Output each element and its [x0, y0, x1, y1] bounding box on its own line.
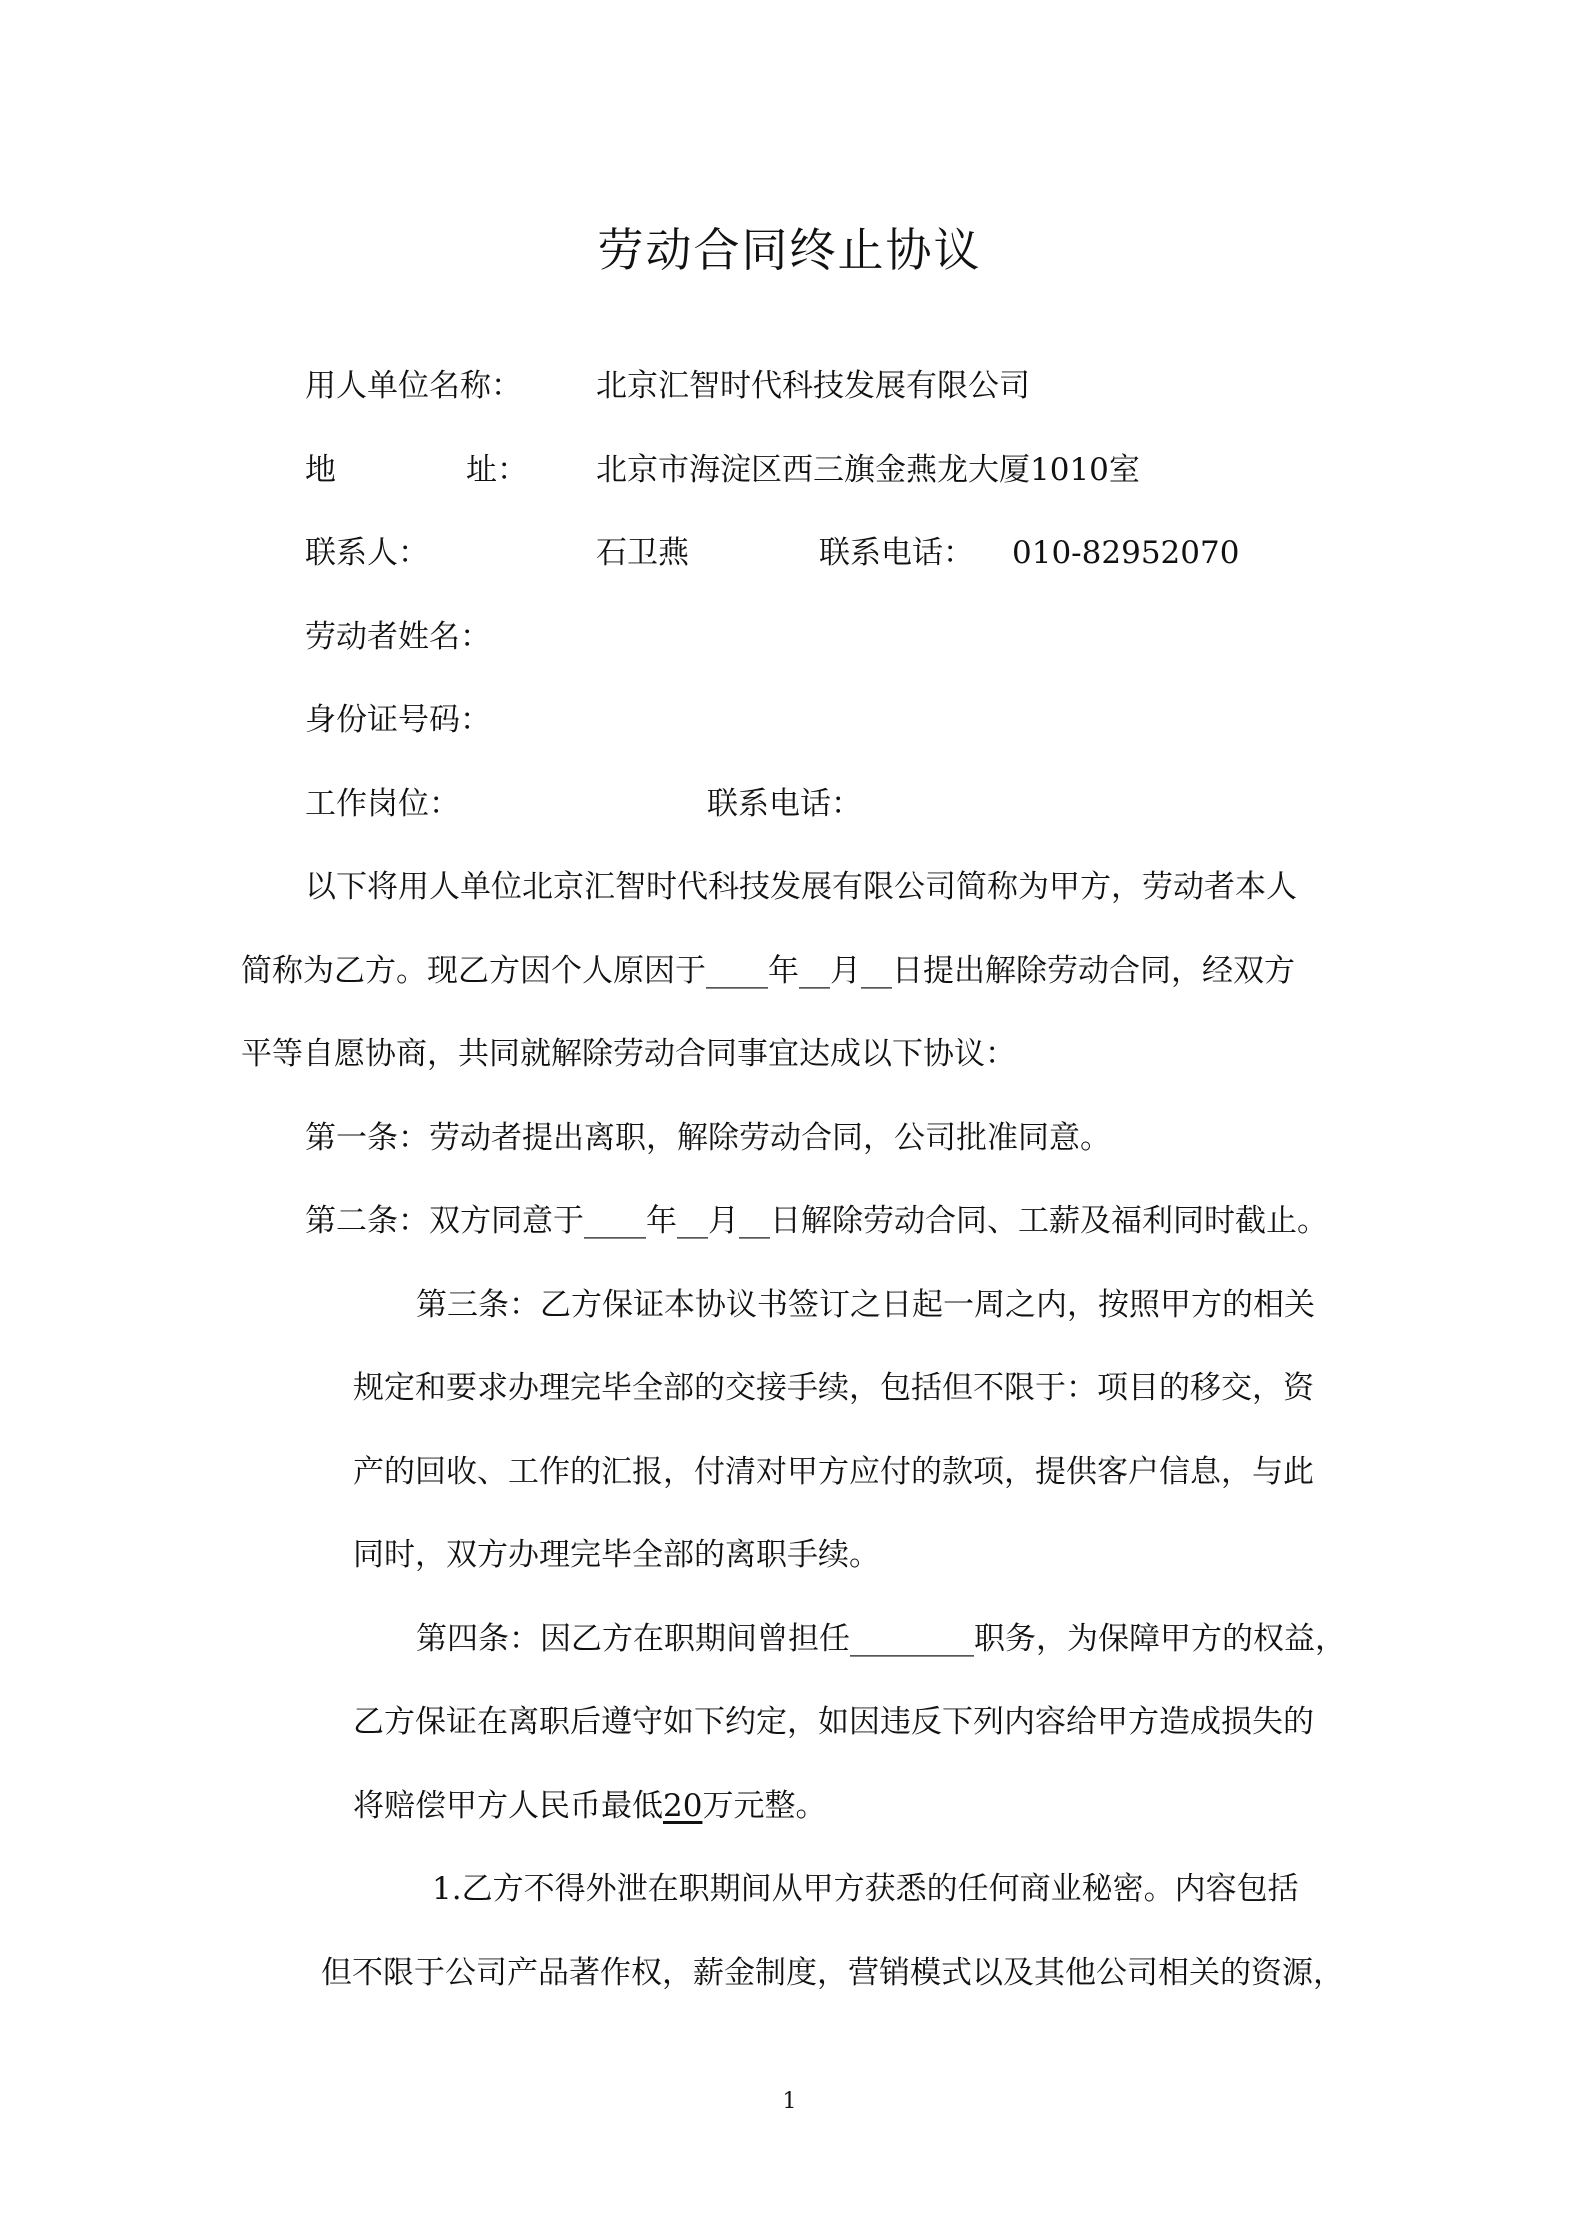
employer-label: 用人单位名称： [305, 368, 522, 404]
article-3-line-4: 同时，双方办理完毕全部的离职手续。 [353, 1537, 880, 1573]
preamble-line-2: 简称为乙方。现乙方因个人原因于____年__月__日提出解除劳动合同，经双方 [241, 953, 1295, 989]
worker-name-label: 劳动者姓名： [305, 619, 491, 655]
compensation-amount: 20 [663, 1788, 703, 1824]
article-4-line-3 [353, 1786, 826, 1826]
article-2: 第二条：双方同意于____年__月__日解除劳动合同、工薪及福利同时截止。 [305, 1203, 1328, 1239]
address-label-part1: 地 [305, 452, 336, 488]
article-3-line-1: 第三条：乙方保证本协议书签订之日起一周之内，按照甲方的相关 [416, 1287, 1315, 1323]
article-4-line-2: 乙方保证在离职后遵守如下约定，如因违反下列内容给甲方造成损失的 [353, 1704, 1314, 1740]
position-label: 工作岗位： [305, 786, 460, 822]
preamble-line-3: 平等自愿协商，共同就解除劳动合同事宜达成以下协议： [241, 1036, 1016, 1072]
clause-1-line-2: 但不限于公司产品著作权，薪金制度，营销模式以及其他公司相关的资源， [321, 1955, 1344, 1991]
document-title: 劳动合同终止协议 [597, 223, 982, 277]
contact-phone-label: 联系电话： [819, 535, 974, 571]
worker-phone-label: 联系电话： [707, 786, 862, 822]
article-1: 第一条：劳动者提出离职，解除劳动合同，公司批准同意。 [305, 1120, 1111, 1156]
address-value: 北京市海淀区西三旗金燕龙大厦1010室 [596, 452, 1140, 488]
contact-value: 石卫燕 [596, 535, 689, 571]
page-number: 1 [782, 2089, 797, 2114]
preamble-line-1: 以下将用人单位北京汇智时代科技发展有限公司简称为甲方，劳动者本人 [305, 869, 1297, 905]
compensation-text-after: 万元整。 [702, 1788, 827, 1824]
article-3-line-2: 规定和要求办理完毕全部的交接手续，包括但不限于：项目的移交，资 [353, 1370, 1314, 1406]
article-4-line-1: 第四条：因乙方在职期间曾担任________职务，为保障甲方的权益， [416, 1621, 1346, 1657]
address-label-part2: 址： [466, 452, 528, 488]
contact-phone-value: 010-82952070 [1012, 535, 1240, 571]
compensation-text-before: 将赔偿甲方人民币最低 [353, 1788, 663, 1824]
id-number-label: 身份证号码： [305, 702, 491, 738]
clause-1-line-1: 1.乙方不得外泄在职期间从甲方获悉的任何商业秘密。内容包括 [432, 1871, 1299, 1907]
contact-label: 联系人： [305, 535, 429, 571]
employer-value: 北京汇智时代科技发展有限公司 [596, 368, 1030, 404]
article-3-line-3: 产的回收、工作的汇报，付清对甲方应付的款项，提供客户信息，与此 [353, 1454, 1314, 1490]
